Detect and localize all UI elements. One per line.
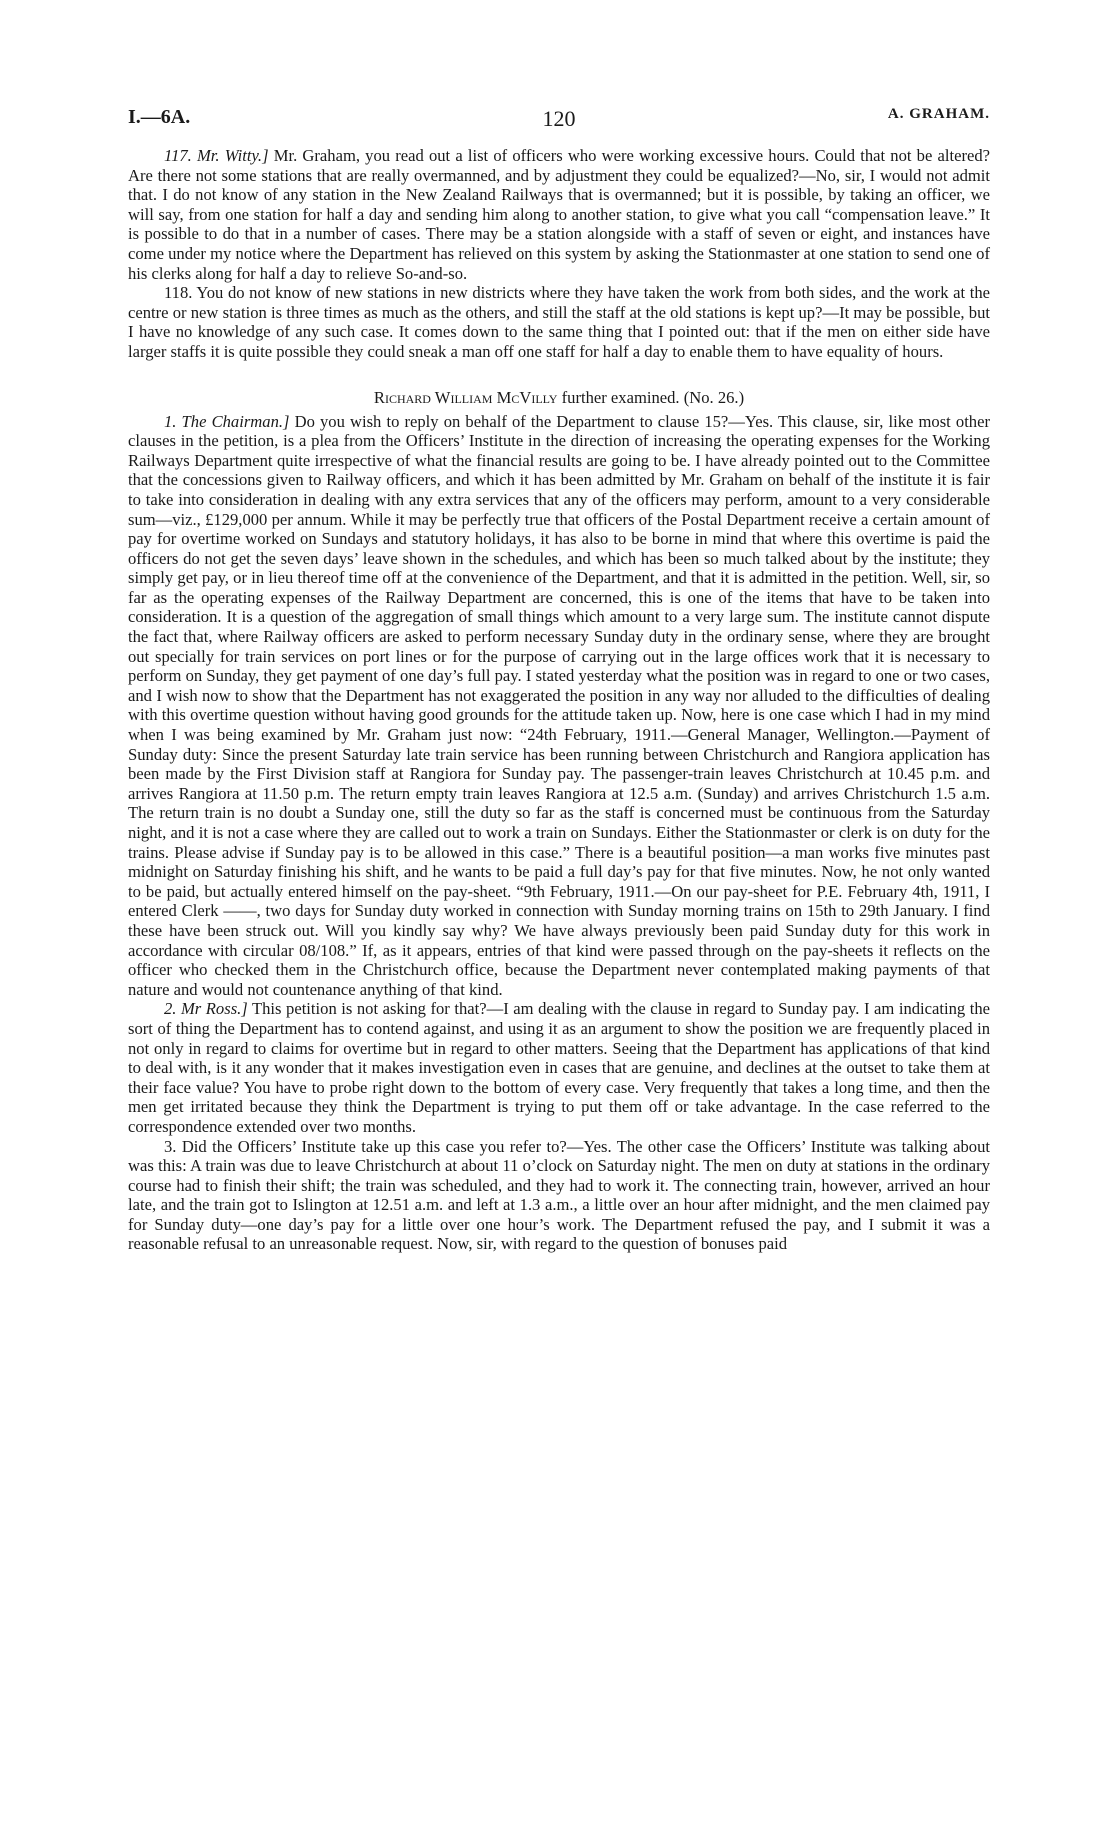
paragraph-text: 118. You do not know of new stations in new districts where they have taken the work from both sides, and the work at the centre or new station is three times as much as the others, and still the staff at the old stations is kept up?—It may be possible, but I have no knowledge of any such case. It comes down to the same thing that I pointed out: that if the men on either side have larger staffs it is quite possible they could sneak a man off one staff for half a day to enable them to have equality of hours.	[128, 283, 990, 361]
paragraph-text: Do you wish to reply on behalf of the Department to clause 15?—Yes. This clause, sir, like most other clauses in the petition, is a plea from the Officers’ Institute in the direction of increasing the operating expenses for the Working Railways Department quite irrespective of what the financial results are going to be. I have already pointed out to the Committee that the concessions given to Railway officers, and which it has been admitted by Mr. Graham on behalf of the institute it is fair to take into consideration in dealing with any extra services that any of the officers may perform, amount to a very considerable sum—viz., £129,000 per annum. While it may be perfectly true that officers of the Postal Department receive a certain amount of pay for overtime worked on Sundays and statutory holidays, it has also to be borne in mind that where this overtime is paid the officers do not get the seven days’ leave shown in the schedules, and which has been so much talked about by the institute; they simply get pay, or in lieu thereof time off at the convenience of the Department, and that it is admitted in the petition. Well, sir, so far as the operating expenses of the Railway Department are concerned, this is one of the items that have to be taken into consideration. It is a question of the aggregation of small things which amount to a very large sum. The institute cannot dispute the fact that, where Railway officers are asked to perform necessary Sunday duty in the ordinary sense, where they are brought out specially for train services on port lines or for the purpose of carrying out in the large offices work that it is necessary to perform on Sunday, they get payment of one day’s full pay. I stated yesterday what the position was in regard to one or two cases, and I wish now to show that the Department has not exaggerated the position in any way nor alluded to the difficulties of dealing with this overtime question without having good grounds for the attitude taken up. Now, here is one case which I had in my mind when I was being examined by Mr. Graham just now: “24th February, 1911.—General Manager, Wellington.—Payment of Sunday duty: Since the present Saturday late train service has been running between Christchurch and Rangiora application has been made by the First Division staff at Rangiora for Sunday pay. The passenger-train leaves Christchurch at 10.45 p.m. and arrives Rangiora at 11.50 p.m. The return empty train leaves Rangiora at 12.5 a.m. (Sunday) and arrives Christchurch 1.5 a.m. The return train is no doubt a Sunday one, still the duty so far as the staff is concerned must be continuous from the Saturday night, and it is not a case where they are called out to work a train on Sundays. Either the Stationmaster or clerk is on duty for the trains. Please advise if Sunday pay is to be allowed in this case.” There is a beautiful position—a man works five minutes past midnight on Saturday finishing his shift, and he wants to be paid a full day’s pay for that five minutes. Now, he not only wanted to be paid, but actually entered himself on the pay-sheet. “9th February, 1911.—On our pay-sheet for P.E. February 4th, 1911, I entered Clerk ——, two days for Sunday duty worked in connection with Sunday morning trains on 15th to 29th January. I find these have been struck out. Will you kindly say why? We have always previously been paid Sunday duty for this work in accordance with circular 08/108.” If, as it appears, entries of that kind were passed through on the pay-sheets it reflects on the officer who checked them in the Christchurch office, because the Department never contemplated making payments of that nature and would not countenance anything of that kind.	[128, 411, 990, 999]
page-number: 120	[542, 106, 576, 131]
paragraph-text: 3. Did the Officers’ Institute take up this case you refer to?—Yes. The other case the Officers’ Institute was talking about was this: A train was due to leave Christchurch at about 11 o’clock on Saturday night. The men on duty at stations in the ordinary course had to finish their shift; the train was scheduled, and they had to work it. The connecting train, however, arrived an hour late, and the train got to Islington at 12.51 a.m. and left at 1.3 a.m., a little over an hour after midnight, and the men claimed pay for Sunday duty—one day’s pay for a little over one hour’s work. The Department refused the pay, and I submit it was a reasonable refusal to an unreasonable request. Now, sir, with regard to the question of bonuses paid	[128, 1136, 990, 1254]
paragraph-text: Mr. Graham, you read out a list of officers who were working excessive hours. Could that not be altered? Are there not some stations that are really overmanned, and by adjustment they could be equalized?—No, sir, I would not admit that. I do not know of any station in the New Zealand Railways that is overmanned; but it is possible, by taking an officer, we will say, from one station for half a day and sending him along to another station, to give what you call “compensation leave.” It is possible to do that in a number of cases. There may be a station alongside with a staff of seven or eight, and instances have come under my notice where the Department has relieved on this system by asking the Stationmaster at one station to send one of his clerks along for half a day to relieve So-and-so.	[128, 146, 990, 283]
paragraph-2	[128, 999, 990, 1136]
document-reference: I.—6A.	[128, 106, 191, 128]
witness-full-name: Richard William McVilly	[373, 387, 558, 407]
speaker: 1. The Chairman.]	[164, 411, 290, 431]
section-heading	[128, 388, 990, 408]
mcvilly-testimony	[128, 412, 990, 1255]
witness-name: A. GRAHAM.	[887, 106, 990, 122]
page-header	[128, 106, 990, 136]
speaker: 117. Mr. Witty.]	[164, 146, 269, 165]
paragraph-3	[128, 1137, 990, 1255]
paragraph-text: This petition is not asking for that?—I am dealing with the clause in regard to Sunday pay. I am indicating the sort of thing the Department has to contend against, and using it as an argument to show the position we are frequently placed in not only in regard to claims for overtime but in regard to other matters. Seeing that the Department has applications of that kind to deal with, is it any wonder that it makes investigation even in cases that are genuine, and declines at the outset to take them at their face value? You have to probe right down to the bottom of every case. Very frequently that takes a long time, and then the men get irritated because they think the Department is trying to put them off or take advantage. In the case referred to the correspondence extended over two months.	[128, 999, 991, 1136]
paragraph-118	[128, 283, 990, 361]
heading-suffix: further examined. (No. 26.)	[557, 387, 745, 407]
graham-testimony	[128, 146, 990, 362]
paragraph-117	[128, 146, 990, 283]
speaker: 2. Mr Ross.]	[164, 999, 248, 1019]
paragraph-1	[128, 412, 990, 1000]
